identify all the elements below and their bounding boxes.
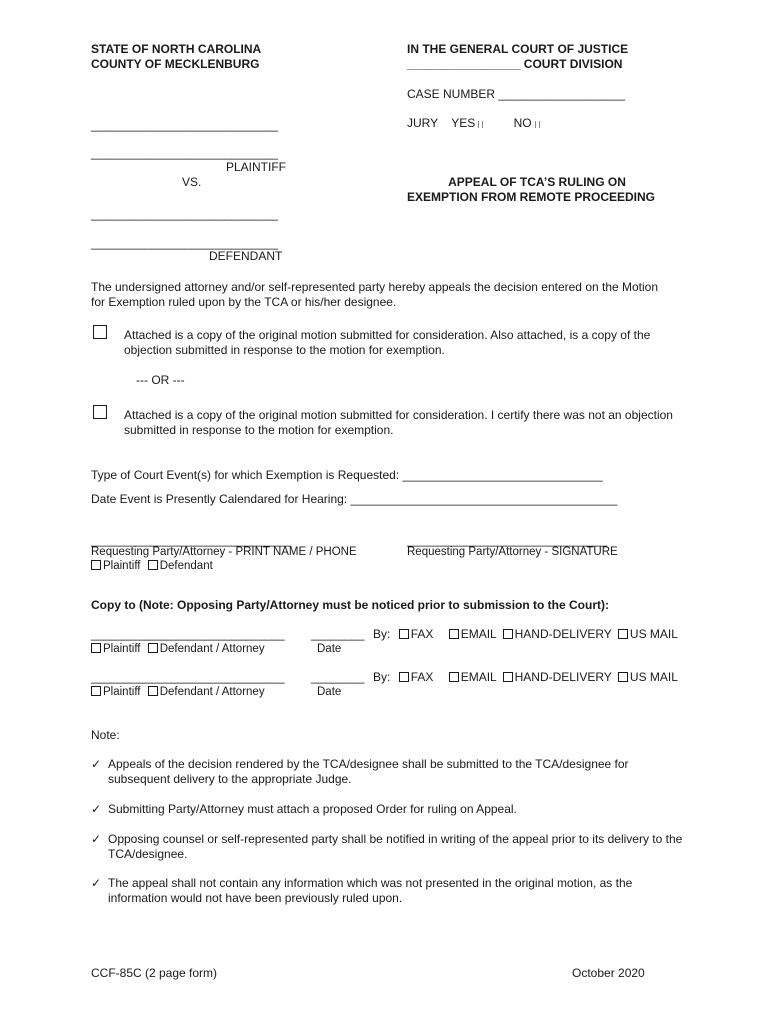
court-label: IN THE GENERAL COURT OF JUSTICE [407, 42, 629, 56]
jury-no-label: NO [513, 116, 532, 130]
hand-delivery-label: HAND-DELIVERY [514, 670, 612, 684]
hand-delivery-checkbox[interactable] [503, 672, 513, 682]
by-label: By: [373, 670, 391, 684]
jury-label: JURY [407, 116, 438, 130]
fax-label: FAX [410, 670, 434, 684]
plaintiff-option-label: Plaintiff [103, 560, 141, 572]
fax-checkbox[interactable] [399, 672, 409, 682]
state-label: STATE OF NORTH CAROLINA [91, 42, 262, 56]
party-line-1[interactable]: ____________________________ [91, 118, 278, 132]
jury-no-checkbox[interactable] [535, 121, 540, 128]
copy-name-line-2[interactable]: _____________________________ [91, 670, 285, 684]
plaintiff-option-label: Plaintiff [103, 686, 141, 698]
note-item-1: Appeals of the decision rendered by the TCA/designee shall be submitted to the TCA/designee for subsequent delivery to the appropriate Judge. [108, 757, 629, 786]
defendant-option-label: Defendant / Attorney [159, 686, 265, 698]
or-separator: --- OR --- [136, 373, 185, 387]
checkmark-icon: ✓ [91, 832, 102, 846]
email-checkbox[interactable] [449, 672, 459, 682]
hand-delivery-label: HAND-DELIVERY [514, 627, 612, 641]
plaintiff-checkbox[interactable] [91, 686, 101, 696]
plaintiff-option-label: Plaintiff [103, 643, 141, 655]
note-item-3: Opposing counsel or self-represented party shall be notified in writing of the appeal prior to its delivery to the TCA/designee. [108, 832, 683, 861]
title-line-1: APPEAL OF TCA’S RULING ON [448, 175, 626, 189]
hand-delivery-checkbox[interactable] [503, 629, 513, 639]
title-line-2: EXEMPTION FROM REMOTE PROCEEDING [407, 190, 656, 204]
email-label: EMAIL [460, 670, 497, 684]
plaintiff-checkbox[interactable] [91, 643, 101, 653]
party-line-4[interactable]: ____________________________ [91, 236, 278, 250]
fax-label: FAX [410, 627, 434, 641]
print-name-label: Requesting Party/Attorney - PRINT NAME / PHONE [91, 546, 357, 558]
option-1-checkbox[interactable] [93, 325, 107, 339]
jury-yes-checkbox[interactable] [478, 121, 483, 128]
option-1-text: Attached is a copy of the original motion submitted for consideration. Also attached, is a copy of the objection submitted in response to the motion for exemption. [124, 328, 651, 357]
signature-line[interactable]: ______________________________ [407, 533, 608, 547]
party-line-2[interactable]: ____________________________ [91, 146, 278, 160]
copy-to-heading: Copy to (Note: Opposing Party/Attorney must be noticed prior to submission to the Court): [91, 598, 609, 612]
checkmark-icon: ✓ [91, 876, 102, 890]
by-label: By: [373, 627, 391, 641]
intro-text: The undersigned attorney and/or self-represented party hereby appeals the decision entered on the Motion for Exemption ruled upon by the TCA or his/her designee. [91, 280, 659, 309]
note-item-4: The appeal shall not contain any information which was not presented in the original motion, as the information would not have been previously ruled upon. [108, 876, 633, 905]
delivery-options-2 [373, 670, 678, 685]
signature-label: Requesting Party/Attorney - SIGNATURE [407, 546, 618, 558]
event-date-field[interactable]: Date Event is Presently Calendared for Hearing: ________________________________________ [91, 492, 618, 506]
note-item-2: Submitting Party/Attorney must attach a proposed Order for ruling on Appeal. [108, 802, 517, 816]
delivery-options-1 [373, 627, 678, 642]
plaintiff-label: PLAINTIFF [226, 160, 287, 174]
checkmark-icon: ✓ [91, 757, 102, 771]
defendant-checkbox[interactable] [148, 643, 158, 653]
vs-label: VS. [182, 175, 202, 189]
form-id: CCF-85C (2 page form) [91, 966, 218, 980]
defendant-checkbox[interactable] [148, 686, 158, 696]
copy-name-line-1[interactable]: _____________________________ [91, 627, 285, 641]
plaintiff-checkbox[interactable] [91, 560, 101, 570]
fax-checkbox[interactable] [399, 629, 409, 639]
jury-row [407, 116, 543, 131]
copy-date-line-1[interactable]: ________ [311, 627, 365, 641]
defendant-label: DEFENDANT [209, 249, 283, 263]
county-label: COUNTY OF MECKLENBURG [91, 57, 260, 71]
jury-yes-label: YES [451, 116, 476, 130]
court-division-field[interactable]: _________________ COURT DIVISION [407, 57, 623, 71]
us-mail-label: US MAIL [629, 670, 678, 684]
note-heading: Note: [91, 728, 120, 742]
date-label-2: Date [317, 686, 342, 698]
print-name-line[interactable]: ______________________________ [91, 533, 292, 547]
copy-role-options-1 [91, 642, 265, 657]
checkmark-icon: ✓ [91, 802, 102, 816]
date-label-1: Date [317, 643, 342, 655]
copy-role-options-2 [91, 685, 265, 700]
email-checkbox[interactable] [449, 629, 459, 639]
copy-date-line-2[interactable]: ________ [311, 670, 365, 684]
case-number-field[interactable]: CASE NUMBER ___________________ [407, 87, 626, 101]
party-role-options [91, 559, 213, 574]
option-2-text: Attached is a copy of the original motion submitted for consideration. I certify there was not an objection submitted in response to the motion for exemption. [124, 408, 673, 437]
defendant-option-label: Defendant [159, 560, 213, 572]
form-date: October 2020 [572, 966, 645, 980]
defendant-option-label: Defendant / Attorney [159, 643, 265, 655]
defendant-checkbox[interactable] [148, 560, 158, 570]
us-mail-checkbox[interactable] [618, 629, 628, 639]
us-mail-checkbox[interactable] [618, 672, 628, 682]
party-line-3[interactable]: ____________________________ [91, 207, 278, 221]
option-2-checkbox[interactable] [93, 405, 107, 419]
event-type-field[interactable]: Type of Court Event(s) for which Exemption is Requested: ______________________________ [91, 468, 603, 482]
email-label: EMAIL [460, 627, 497, 641]
us-mail-label: US MAIL [629, 627, 678, 641]
